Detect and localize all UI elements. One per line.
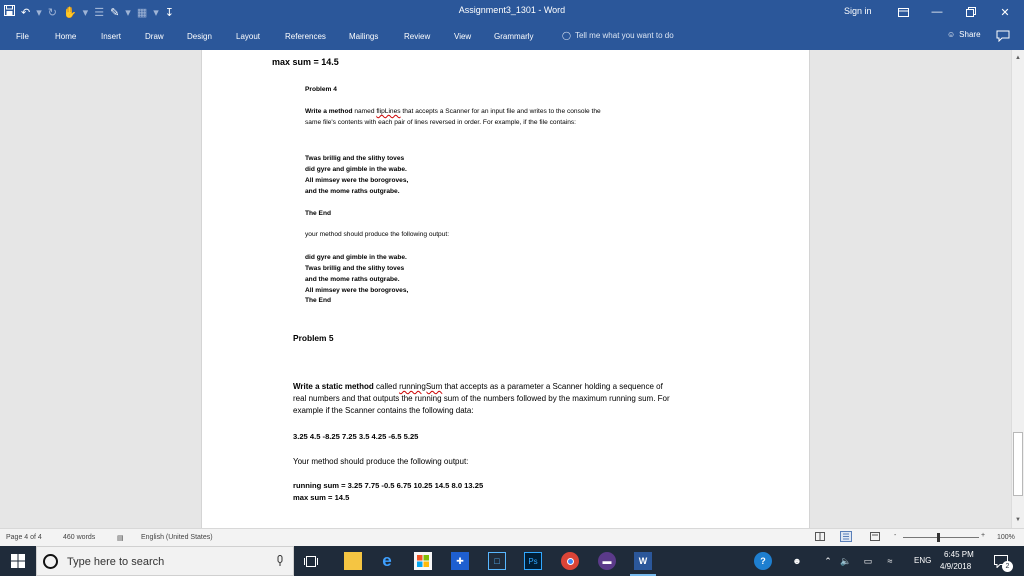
tab-view[interactable]: View xyxy=(454,32,472,41)
problem-5-output-intro: Your method should produce the following output: xyxy=(293,457,469,466)
ribbon-tabs xyxy=(0,24,1024,50)
undo-icon[interactable]: ↶ xyxy=(21,6,31,19)
problem-4-intro-line-1: Write a method named flipLines that accepts a Scanner for an input file and writes to the console the xyxy=(305,108,601,115)
ribbon-display-options-icon[interactable] xyxy=(888,0,918,24)
touch-mode-icon[interactable]: ✋ xyxy=(62,6,77,19)
customize-qat-icon[interactable]: ↧ xyxy=(164,6,174,19)
scrollbar-thumb[interactable] xyxy=(1013,432,1023,496)
problem-4-output-intro: your method should produce the following output: xyxy=(305,231,450,238)
print-layout-icon[interactable] xyxy=(840,531,852,544)
zoom-slider-thumb[interactable] xyxy=(937,533,940,542)
poem-output-line-4: All mimsey were the borogroves, xyxy=(305,287,409,294)
battery-icon[interactable]: ▭ xyxy=(863,555,873,566)
problem-5-intro-line-3: example if the Scanner contains the following data: xyxy=(293,406,474,415)
zoom-out-button[interactable]: - xyxy=(894,532,897,539)
touch-dropdown-icon[interactable]: ▾ xyxy=(82,6,89,19)
poem-output-line-2: Twas brillig and the slithy toves xyxy=(305,265,405,272)
read-mode-icon[interactable] xyxy=(815,532,825,543)
problem-5-max-sum: max sum = 14.5 xyxy=(293,493,350,502)
scroll-down-icon[interactable]: ▼ xyxy=(1015,517,1021,523)
help-icon[interactable]: ? xyxy=(754,552,772,570)
problem-5-intro-line-2: real numbers and that outputs the running sum of the numbers followed by the maximum running sum. For xyxy=(293,394,670,403)
problem-5-heading: Problem 5 xyxy=(293,333,334,343)
cortana-icon xyxy=(43,554,58,569)
comments-icon[interactable] xyxy=(996,29,1012,43)
store-icon[interactable] xyxy=(414,552,432,570)
people-icon[interactable]: ☻ xyxy=(792,556,802,566)
poem-output-line-5: The End xyxy=(305,297,332,304)
status-bar xyxy=(0,528,1024,546)
taskbar-search[interactable] xyxy=(36,546,294,576)
zoom-in-button[interactable]: + xyxy=(981,532,986,539)
sign-in-link[interactable]: Sign in xyxy=(844,6,872,16)
table-dropdown-icon[interactable]: ▾ xyxy=(153,6,159,19)
tab-home[interactable]: Home xyxy=(55,32,77,41)
lightbulb-icon: ◯ xyxy=(562,31,571,40)
notification-badge: 2 xyxy=(1002,561,1013,572)
draw-pen-icon[interactable]: ✎ xyxy=(110,6,120,19)
word-count[interactable]: 460 words xyxy=(63,534,96,541)
document-area[interactable] xyxy=(0,50,1011,528)
tab-design[interactable]: Design xyxy=(187,32,212,41)
share-label: Share xyxy=(959,30,981,39)
problem-5-running-sum: running sum = 3.25 7.75 -0.5 6.75 10.25 14.5 8.0 13.25 xyxy=(293,481,484,490)
tab-draw[interactable]: Draw xyxy=(145,32,164,41)
minimize-icon[interactable]: — xyxy=(931,6,943,18)
poem-output-line-3: and the mome raths outgrabe. xyxy=(305,276,400,283)
zoom-level[interactable]: 100% xyxy=(997,534,1015,541)
problem-4-heading: Problem 4 xyxy=(305,86,337,93)
the-end-input: The End xyxy=(305,210,332,217)
poem-input-line-1: Twas brillig and the slithy toves xyxy=(305,155,405,162)
draw-dropdown-icon[interactable]: ▾ xyxy=(125,6,131,19)
zoom-slider[interactable] xyxy=(903,537,979,538)
tell-me-label: Tell me what you want to do xyxy=(574,31,674,40)
problem-5-intro-line-1: Write a static method called runningSum that accepts as a parameter a Scanner holding a sequence of xyxy=(293,382,663,391)
proofing-icon[interactable]: ▤ xyxy=(117,535,124,542)
document-page[interactable] xyxy=(201,50,810,528)
volume-icon[interactable]: 🔈 xyxy=(840,555,852,566)
poem-output-line-1: did gyre and gimble in the wabe. xyxy=(305,254,407,261)
tell-me-search[interactable] xyxy=(562,31,674,40)
windows-start-icon[interactable] xyxy=(9,552,27,570)
media-app-icon[interactable]: ▬ xyxy=(598,552,616,570)
chrome-icon[interactable] xyxy=(561,552,579,570)
poem-input-line-4: and the mome raths outgrabe. xyxy=(305,188,400,195)
tab-grammarly[interactable]: Grammarly xyxy=(494,32,534,41)
person-icon: ☺ xyxy=(947,30,956,39)
vertical-scrollbar[interactable] xyxy=(1011,50,1024,528)
tab-mailings[interactable]: Mailings xyxy=(349,32,379,41)
title-bar xyxy=(0,0,1024,24)
redo-icon[interactable]: ↻ xyxy=(47,6,57,19)
input-language[interactable]: ENG xyxy=(914,556,932,565)
defender-shield-icon[interactable]: ✚ xyxy=(451,552,469,570)
page-count[interactable]: Page 4 of 4 xyxy=(6,534,42,541)
problem-4-intro-line-2: same file's contents with each pair of lines reversed in order. For example, if the file contains: xyxy=(305,119,577,126)
clock-date[interactable]: 4/9/2018 xyxy=(940,562,972,571)
undo-dropdown-icon[interactable]: ▾ xyxy=(36,6,42,19)
taskbar xyxy=(0,546,1024,576)
search-placeholder: Type here to search xyxy=(67,556,165,568)
microphone-icon[interactable] xyxy=(271,552,289,570)
tab-layout[interactable]: Layout xyxy=(236,32,261,41)
poem-input-line-3: All mimsey were the borogroves, xyxy=(305,177,409,184)
word-taskbar-icon[interactable]: W xyxy=(634,552,652,570)
document-title: Assignment3_1301 - Word xyxy=(458,5,566,15)
problem-5-data: 3.25 4.5 -8.25 7.25 3.5 4.25 -6.5 5.25 xyxy=(293,432,419,441)
poem-input-line-2: did gyre and gimble in the wabe. xyxy=(305,166,407,173)
tab-file[interactable]: File xyxy=(16,32,29,41)
tab-review[interactable]: Review xyxy=(404,32,431,41)
web-layout-icon[interactable] xyxy=(870,532,880,543)
tab-references[interactable]: References xyxy=(285,32,326,41)
edge-icon[interactable]: e xyxy=(382,551,392,570)
format-painter-icon[interactable]: ☰ xyxy=(94,6,105,19)
tab-insert[interactable]: Insert xyxy=(101,32,122,41)
task-view-icon[interactable] xyxy=(302,552,320,570)
share-button[interactable] xyxy=(947,30,981,39)
remote-desktop-icon[interactable]: □ xyxy=(488,552,506,570)
file-explorer-icon[interactable] xyxy=(344,552,362,570)
close-icon[interactable]: ✕ xyxy=(1000,6,1010,19)
top-max-sum-line: max sum = 14.5 xyxy=(272,57,339,67)
wifi-icon[interactable]: ≈ xyxy=(887,556,893,566)
table-icon[interactable]: ▦ xyxy=(136,6,148,19)
clock-time[interactable]: 6:45 PM xyxy=(944,550,974,559)
scroll-up-icon[interactable]: ▲ xyxy=(1015,55,1021,61)
show-hidden-icons-icon[interactable]: ⌃ xyxy=(824,555,832,566)
restore-icon[interactable] xyxy=(956,0,986,24)
photoshop-icon[interactable]: Ps xyxy=(524,552,542,570)
language-indicator[interactable]: English (United States) xyxy=(141,534,213,541)
